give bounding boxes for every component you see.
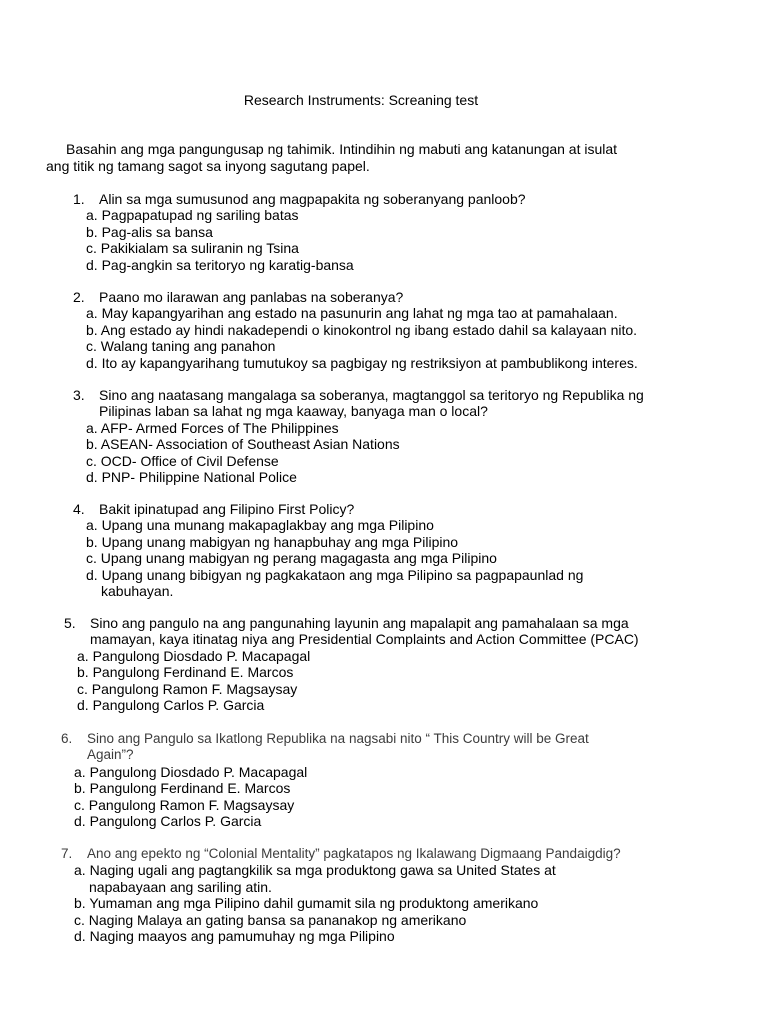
question-stem-line: Sino ang pangulo na ang pangunahing layunin ang mapalapit ang pamahalaan sa mga	[90, 615, 629, 631]
answer-option	[64, 664, 639, 680]
answer-option-line: b. Yumaman ang mga Pilipino dahil gumamit sila ng produktong amerikano	[74, 895, 539, 912]
answer-option	[61, 862, 621, 895]
answer-option	[64, 681, 639, 697]
answer-option-line: a. AFP- Armed Forces of The Philippines	[86, 419, 339, 436]
question-stem	[64, 615, 639, 648]
answer-option-line: c. Pangulong Ramon F. Magsaysay	[74, 796, 295, 813]
answer-option	[73, 534, 583, 550]
answer-option-line: d. Pag-angkin sa teritoryo ng karatig-bansa	[86, 256, 354, 273]
question-stem	[61, 731, 589, 764]
question-number: 3.	[73, 387, 85, 403]
answer-option	[73, 305, 638, 321]
question-item	[64, 615, 639, 713]
answer-option	[73, 517, 583, 533]
question-stem	[73, 387, 644, 420]
answer-option	[61, 912, 621, 928]
answer-option	[61, 764, 589, 780]
answer-option-line: c. Pakikialam sa suliranin ng Tsina	[86, 240, 299, 257]
question-stem	[61, 846, 621, 862]
answer-option	[73, 436, 644, 452]
answer-option-line: a. Pagpapatupad ng sariling batas	[86, 207, 299, 224]
document-title: Research Instruments: Screaning test	[243, 92, 479, 108]
answer-option-line: a. Naging ugali ang pagtangkilik sa mga produktong gawa sa United States at	[74, 862, 556, 879]
answer-option	[73, 420, 644, 436]
answer-option-line: b. Ang estado ay hindi nakadependi o kinokontrol ng ibang estado dahil sa kalayaan nito.	[86, 321, 638, 338]
question-item	[73, 387, 644, 485]
question-number: 2.	[73, 289, 85, 305]
answer-option	[73, 257, 526, 273]
answer-option	[61, 928, 621, 944]
answer-option-line: c. Naging Malaya an gating bansa sa pananakop ng amerikano	[74, 911, 467, 928]
answer-option-line: d. Pangulong Carlos P. Garcia	[77, 697, 265, 714]
answer-option-line: kabuhayan.	[101, 583, 174, 600]
answer-option-line: b. ASEAN- Association of Southeast Asian Nations	[86, 436, 400, 453]
answer-option-line: a. Pangulong Diosdado P. Macapagal	[77, 647, 311, 664]
question-stem	[73, 501, 583, 517]
answer-option	[73, 240, 526, 256]
answer-option	[73, 338, 638, 354]
answer-option-line: a. Pangulong Diosdado P. Macapagal	[74, 763, 308, 780]
question-stem-line: Ano ang epekto ng “Colonial Mentality” pagkatapos ng Ikalawang Digmaang Pandaigdig?	[87, 846, 621, 861]
answer-option	[61, 797, 589, 813]
question-item	[73, 289, 638, 371]
question-stem-line: Pilipinas laban sa lahat ng mga kaaway, banyaga man o local?	[99, 403, 488, 420]
answer-option	[64, 697, 639, 713]
answer-option-line: d. Upang unang bibigyan ng pagkakataon ang mga Pilipino sa pagpapaunlad ng	[86, 566, 584, 583]
question-stem-line: Paano mo ilarawan ang panlabas na soberanya?	[99, 289, 404, 305]
answer-option	[73, 224, 526, 240]
answer-option	[61, 895, 621, 911]
answer-option-line: c. OCD- Office of Civil Defense	[86, 452, 279, 469]
answer-option	[73, 567, 583, 600]
question-stem	[73, 289, 638, 305]
question-item	[61, 731, 589, 829]
question-stem-line: Sino ang Pangulo sa Ikatlong Republika na nagsabi nito “ This Country will be Great	[87, 731, 589, 746]
question-item	[73, 501, 583, 599]
answer-option-line: napabayaan ang sariling atin.	[89, 878, 272, 895]
answer-option	[64, 648, 639, 664]
answer-option-line: d. PNP- Philippine National Police	[86, 469, 297, 486]
answer-option-line: a. May kapangyarihan ang estado na pasunurin ang lahat ng mga tao at pamahalaan.	[86, 305, 618, 322]
answer-option-line: c. Upang unang mabigyan ng perang magagasta ang mga Pilipino	[86, 550, 497, 567]
answer-option-line: d. Naging maayos ang pamumuhay ng mga Pilipino	[74, 928, 395, 945]
answer-option	[73, 469, 644, 485]
question-item	[61, 846, 621, 944]
question-number: 6.	[61, 731, 73, 746]
answer-option	[73, 550, 583, 566]
answer-option-line: d. Pangulong Carlos P. Garcia	[74, 813, 262, 830]
answer-option-line: d. Ito ay kapangyarihang tumutukoy sa pagbigay ng restriksiyon at pambublikong interes.	[86, 354, 638, 371]
answer-option	[73, 207, 526, 223]
question-stem-line: Again”?	[87, 747, 134, 763]
instructions-paragraph: Basahin ang mga pangungusap ng tahimik. Intindihin ng mabuti ang katanungan at isulat ang titik ng tamang sagot sa inyong sagutang papel.	[46, 141, 618, 174]
answer-option-line: c. Pangulong Ramon F. Magsaysay	[77, 680, 298, 697]
answer-option	[73, 355, 638, 371]
question-number: 1.	[73, 191, 85, 207]
answer-option-line: b. Pangulong Ferdinand E. Marcos	[77, 664, 294, 681]
answer-option-line: b. Upang unang mabigyan ng hanapbuhay ang mga Pilipino	[86, 533, 459, 550]
question-number: 7.	[61, 846, 73, 861]
question-stem-line: mamayan, kaya itinatag niya ang Presidential Complaints and Action Committee (PCAC)	[90, 631, 639, 648]
answer-option-line: b. Pag-alis sa bansa	[86, 223, 213, 240]
answer-option-line: a. Upang una munang makapaglakbay ang mga Pilipino	[86, 517, 434, 534]
answer-option	[61, 780, 589, 796]
answer-option	[73, 453, 644, 469]
question-stem	[73, 191, 526, 207]
answer-option-line: b. Pangulong Ferdinand E. Marcos	[74, 780, 291, 797]
question-number: 4.	[73, 501, 85, 517]
question-stem-line: Bakit ipinatupad ang Filipino First Policy?	[99, 501, 355, 517]
question-stem-line: Sino ang naatasang mangalaga sa soberanya, magtanggol sa teritoryo ng Republika ng	[99, 387, 644, 403]
question-stem-line: Alin sa mga sumusunod ang magpapakita ng soberanyang panloob?	[99, 191, 526, 207]
question-number: 5.	[64, 615, 76, 631]
answer-option	[73, 322, 638, 338]
answer-option	[61, 813, 589, 829]
answer-option-line: c. Walang taning ang panahon	[86, 338, 276, 355]
question-item	[73, 191, 526, 273]
